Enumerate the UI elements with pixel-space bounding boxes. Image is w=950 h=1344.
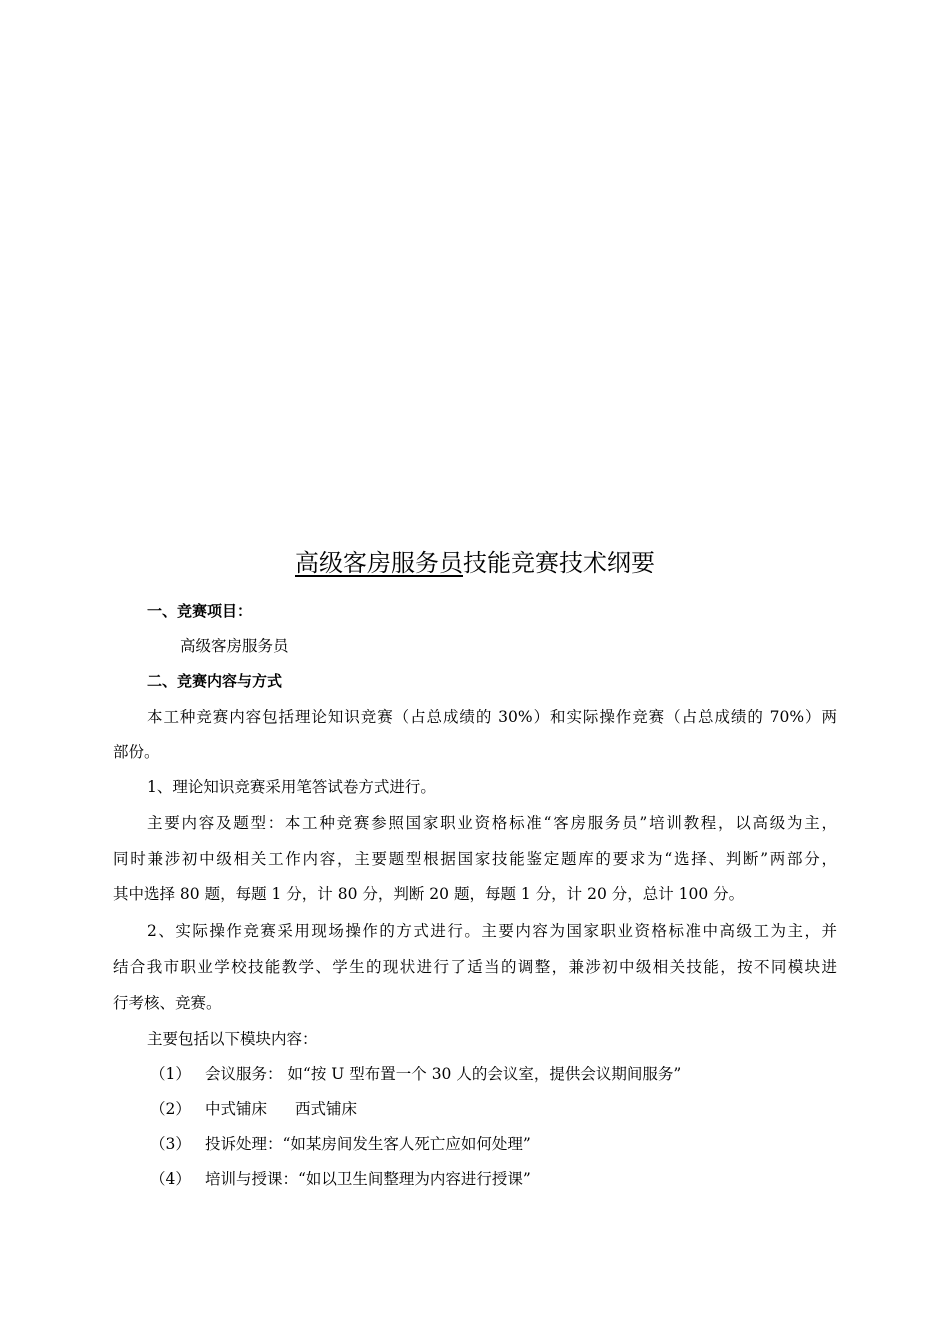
module-item	[150, 1098, 357, 1120]
module-text: 培训与授课：“如以卫生间整理为内容进行授课”	[205, 1170, 531, 1188]
para2-line3: 其中选择 80 题，每题 1 分，计 80 分，判断 20 题，每题 1 分，计 20 分，总计 100 分。	[113, 885, 745, 903]
module-number: （4）	[150, 1170, 191, 1188]
title-rest: 技能竞赛技术纲要	[463, 549, 655, 577]
section1-text: 高级客房服务员	[180, 637, 289, 655]
para3-line3: 行考核、竞赛。	[113, 994, 222, 1012]
module-text-secondary: 西式铺床	[295, 1100, 358, 1118]
modules-intro: 主要包括以下模块内容：	[147, 1030, 318, 1048]
title-underlined-part: 高级客房服务员	[295, 549, 463, 577]
module-item	[150, 1063, 681, 1085]
para1-line1: 本工种竞赛内容包括理论知识竞赛（占总成绩的 30%）和实际操作竞赛（占总成绩的 70%）两	[147, 708, 837, 726]
module-item	[150, 1168, 531, 1190]
para1-line2: 部份。	[113, 743, 160, 761]
module-number: （2）	[150, 1100, 191, 1118]
document-title	[0, 543, 950, 583]
module-text: 会议服务： 如“按 U 型布置一个 30 人的会议室，提供会议期间服务”	[205, 1065, 682, 1083]
module-item	[150, 1133, 531, 1155]
module-number: （1）	[150, 1065, 191, 1083]
module-text: 投诉处理：“如某房间发生客人死亡应如何处理”	[205, 1135, 531, 1153]
para3-line1: 2、实际操作竞赛采用现场操作的方式进行。主要内容为国家职业资格标准中高级工为主，并	[147, 922, 837, 940]
para3-line2: 结合我市职业学校技能教学、学生的现状进行了适当的调整，兼涉初中级相关技能，按不同模块进	[113, 958, 837, 976]
para2-line1: 主要内容及题型：本工种竞赛参照国家职业资格标准“客房服务员”培训教程，以高级为主，	[147, 814, 837, 832]
module-text: 中式铺床	[205, 1100, 268, 1118]
section1-heading: 一、竞赛项目：	[147, 602, 253, 620]
module-number: （3）	[150, 1135, 191, 1153]
section2-heading: 二、竞赛内容与方式	[147, 672, 283, 690]
theory-line: 1、理论知识竞赛采用笔答试卷方式进行。	[147, 778, 436, 796]
para2-line2: 同时兼涉初中级相关工作内容，主要题型根据国家技能鉴定题库的要求为“选择、判断”两部分，	[113, 850, 837, 868]
